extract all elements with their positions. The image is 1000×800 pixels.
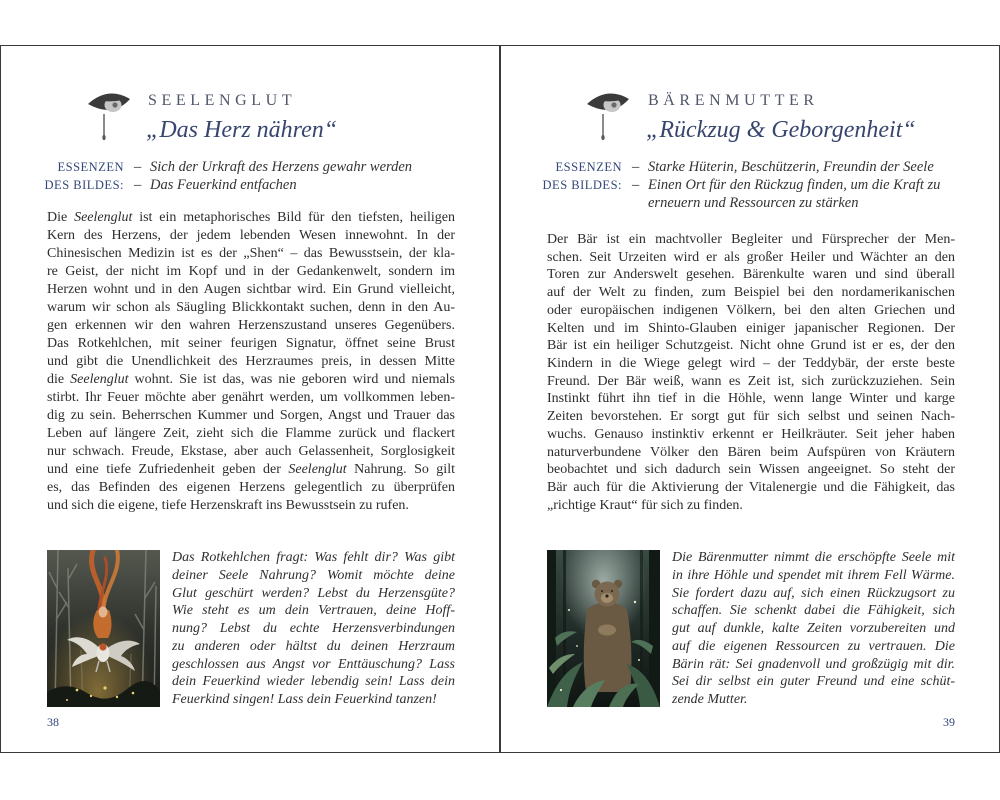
essence-line: Starke Hüterin, Beschützerin, Freundin der Seele <box>648 159 934 175</box>
reflection-line: Glut geschürt werden? Lebst du Herzensgüte? <box>172 585 455 601</box>
text-run: wohnt. Sie ist das, was nie geboren wird und niemals <box>128 372 456 387</box>
essences-label-line: ESSENZEN <box>57 160 124 174</box>
essences-label <box>518 158 622 194</box>
emphasized-term: Seelenglut <box>70 372 129 387</box>
body-line: Das Rotkehlchen, mit seiner feurigen Signatur, öffnet seine Brust <box>47 336 455 351</box>
reflection-line: in ihre Höhle und spendet mit ihrem Fell Wärme. <box>672 567 955 583</box>
body-line: oder europäischen indigenen Völkern, bei den alten Griechen und <box>547 302 955 318</box>
essence-item <box>632 158 940 176</box>
essences-list <box>632 158 940 212</box>
text-run: Die <box>47 210 75 225</box>
body-line <box>47 461 455 479</box>
body-line: Freund. Der Bär weiß, wann es Zeit ist, sich zurückzuziehen. Sein <box>547 373 955 389</box>
body-line: Kindern in die Wiege gelegt wird – der Teddybär, der erste beste <box>547 356 955 372</box>
essence-dash: – <box>134 159 142 175</box>
body-line: Kelten und im Shinto-Glauben einiger japanischer Regionen. Der <box>547 320 955 336</box>
essence-dash: – <box>134 177 142 193</box>
body-line: dig zu sein. Beherrschen Kummer und Sorgen, Angst und Trauer das <box>47 408 455 423</box>
body-line <box>47 209 455 227</box>
text-run: Nahrung. So gilt <box>346 462 455 477</box>
essence-line: Das Feuerkind entfachen <box>150 177 297 193</box>
reflection-line: Sie fordert dazu auf, sich einen Rückzugsort zu <box>672 585 955 601</box>
body-line: Toren zur Anderswelt gesehen. Bärenkulte waren und sind überall <box>547 267 955 283</box>
reflection-line: auf die eigenen Ressourcen zu vertrauen. Die <box>672 638 955 654</box>
reflection-line: zu anderen oder hältst du deinen Herzraum <box>172 638 455 654</box>
text-run: die <box>47 372 71 387</box>
essences-label <box>20 158 124 194</box>
reflection-line: geschlossen aus Angst vor Enttäuschung? Lass <box>172 656 455 672</box>
body-line: stirbt. Ihr Feuer möchte aber genährt werden, um vollkommen leben- <box>47 390 455 405</box>
right-page <box>500 0 1000 800</box>
page-number: 38 <box>47 715 59 729</box>
robin-card-illustration <box>47 550 160 707</box>
essence-text <box>150 176 297 194</box>
reflection-line: Wie steht es um dein Vertrauen, deine Hoff- <box>172 603 455 619</box>
body-line: wuchs. Genauso instinktiv erkennt er Heilkräuter. Seit jeher haben <box>547 426 955 442</box>
eye-icon <box>585 88 631 142</box>
card-motto: „Das Herz nähren“ <box>146 117 338 143</box>
body-line: Chinesischen Medizin ist es der „Shen“ – das Bewusstsein, der kla- <box>47 246 455 261</box>
body-line: es, das Befinden des eigenen Herzens gelegentlich zu überprüfen <box>47 480 455 495</box>
essences-label-line: DES BILDES: <box>44 178 124 192</box>
reflection-line: schaffen. Sie schenkt dabei die Fähigkeit, sich <box>672 603 955 619</box>
body-text <box>47 209 455 515</box>
reflection-line: deiner Seele Nahrung? Womit möchte deine <box>172 567 455 583</box>
essences-label-line: DES BILDES: <box>542 178 622 192</box>
card-name: BÄRENMUTTER <box>648 92 819 109</box>
body-line: Bär auch für die Aktivierung der Vitalenergie und die Fähigkeit, das <box>547 480 955 496</box>
reflection-line: Das Rotkehlchen fragt: Was fehlt dir? Was gibt <box>172 550 455 565</box>
emphasized-term: Seelenglut <box>288 462 347 477</box>
essence-text <box>150 158 412 176</box>
body-line: auf der Welt zu finden, zum Beispiel bei den nordamerikanischen <box>547 285 955 301</box>
essence-text <box>648 158 934 176</box>
essence-item <box>134 176 412 194</box>
body-line: „richtige Kraut“ für sich zu finden. <box>547 497 743 513</box>
reflection-line: gut auf dunkle, kalte Zeiten vorzubereiten und <box>672 621 955 636</box>
page-number: 39 <box>943 715 955 729</box>
body-line: Leben auf längere Zeit, zieht sich die Flamme zurück und flackert <box>47 426 455 441</box>
reflection-line: Sei dir selbst ein guter Freund und eine schüt- <box>672 674 955 690</box>
body-line: schen. Seit Urzeiten wird er als großer Heiler und Wächter an den <box>547 249 955 265</box>
essence-line: erneuern und Ressourcen zu stärken <box>648 195 859 211</box>
text-run: ist ein metaphorisches Bild für den tiefsten, heiligen <box>132 210 455 225</box>
body-line: gen erkennen wir den wahren Herzenszustand unseres Gegenübers. <box>47 318 455 333</box>
reflection-line: Feuerkind singen! Lass dein Feuerkind tanzen! <box>172 692 437 707</box>
body-line: und sich die eigene, tiefe Herzenskraft ins Bewusstsein zu rufen. <box>47 498 409 513</box>
reflection-line: Bärin rät: Sei gnadenvoll und großzügig mit dir. <box>672 656 955 672</box>
essences-list <box>134 158 412 194</box>
reflection-line: Die Bärenmutter nimmt die erschöpfte Seele mit <box>672 550 955 565</box>
eye-icon <box>86 88 132 142</box>
reflection-line: zende Mutter. <box>672 692 748 707</box>
essence-text <box>648 176 940 212</box>
essence-item <box>134 158 412 176</box>
body-line: Bär ist ein heiliger Schutzgeist. Nicht ohne Grund ist er es, der den <box>547 338 955 354</box>
reflection-line: nung? Lebst du echte Herzensverbindungen <box>172 621 455 636</box>
body-line <box>47 371 455 389</box>
body-line: Der Bär ist ein machtvoller Begleiter und Fürsprecher der Men- <box>547 232 955 247</box>
essence-line: Einen Ort für den Rückzug finden, um die Kraft zu <box>648 177 941 193</box>
essences-label-line: ESSENZEN <box>555 160 622 174</box>
essence-line: Sich der Urkraft des Herzens gewahr werden <box>150 159 413 175</box>
card-reflection-text <box>172 549 455 709</box>
body-text <box>547 231 955 515</box>
body-line: Herzen wohnt und in den Augen sichtbar wird. Ein Grund vielleicht, <box>47 282 455 297</box>
body-line: warum wir schon als Säugling Blickkontakt suchen, denn in den Au- <box>47 300 455 315</box>
body-line: naturverbundene Völker den Bären beim Aufspüren von Kräutern <box>547 444 955 460</box>
essence-item <box>632 176 940 212</box>
body-line: beobachtet und sich dadurch sein Wissen angeeignet. So steht der <box>547 462 955 478</box>
card-motto: „Rückzug & Geborgenheit“ <box>646 117 916 143</box>
emphasized-term: Seelenglut <box>74 210 133 225</box>
bear-mother-card-illustration <box>547 550 660 707</box>
essence-dash: – <box>632 159 640 175</box>
body-line: re Geist, der nicht im Kopf und in der Gedankenwelt, sondern im <box>47 264 455 279</box>
body-line: nur schwach. Freude, Ekstase, aber auch Gelassenheit, Sorglosigkeit <box>47 444 455 459</box>
essence-dash: – <box>632 177 640 193</box>
body-line: und gibt die Unendlichkeit des Herzraumes preis, in dessen Mitte <box>47 354 455 369</box>
body-line: Instinkt führt ihn tief in die Höhle, wenn lange Winter und karge <box>547 391 955 407</box>
reflection-line: dein Feuerkind wieder lebendig sein! Lass dein <box>172 674 455 690</box>
card-name: SEELENGLUT <box>148 92 297 109</box>
body-line: Kern des Herzens, der jedem lebenden Wesen innewohnt. In der <box>47 228 455 243</box>
body-line: Zeiten bevorstehen. Er sorgt gut für sich selbst und seinen Nach- <box>547 409 955 425</box>
text-run: und eine tiefe Zufriedenheit geben der <box>47 462 289 477</box>
card-reflection-text <box>672 549 955 709</box>
